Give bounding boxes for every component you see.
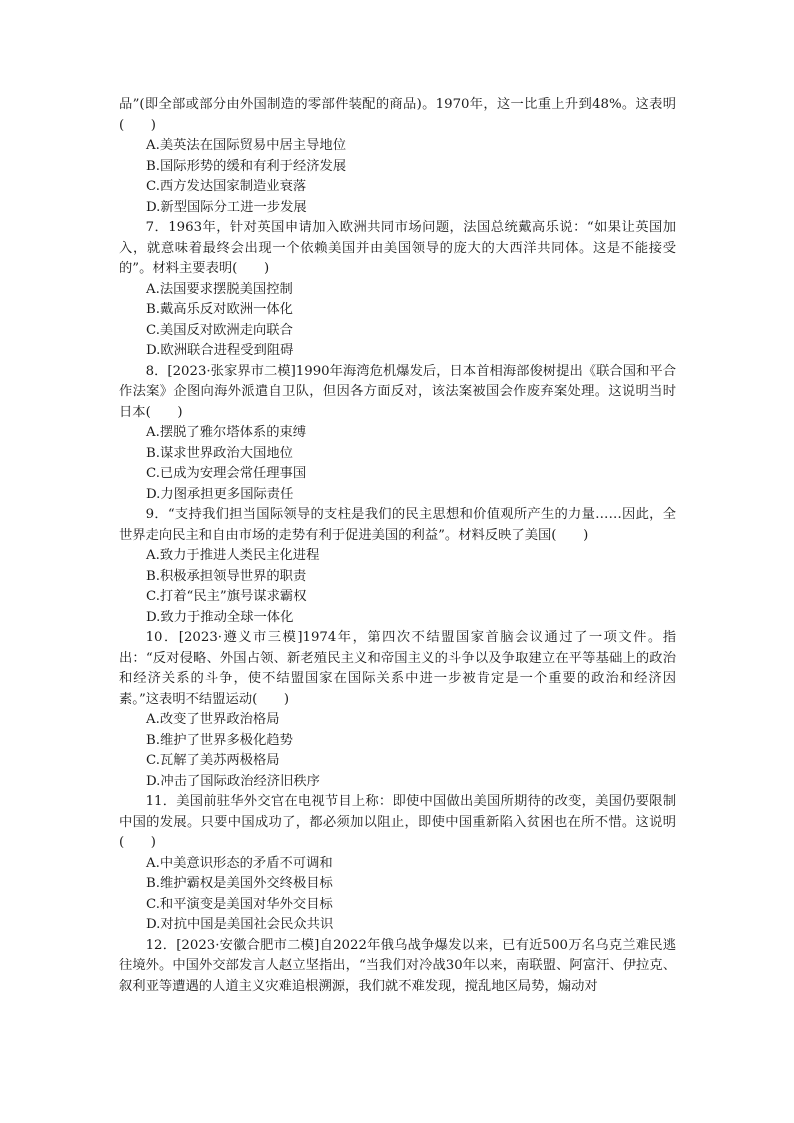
question-10-option-c: C.瓦解了美苏两极格局 [146, 753, 280, 768]
question-9-option-b: B.积极承担领导世界的职责 [146, 568, 307, 584]
question-7-option-c: C.美国反对欧洲走向联合 [146, 322, 293, 338]
question-7-option-d: D.欧洲联合进程受到阻碍 [146, 343, 294, 358]
question-8-option-d: D.力图承担更多国际责任 [146, 486, 294, 502]
question-6-option-c: C.西方发达国家制造业衰落 [146, 179, 307, 194]
question-11-option-c: C.和平演变是美国对华外交目标 [146, 896, 333, 912]
question-7-option-b: B.戴高乐反对欧洲一体化 [146, 302, 293, 317]
question-8-option-c: C.已成为安理会常任理事国 [146, 466, 307, 481]
question-9-stem: 9．“支持我们担当国际领导的支柱是我们的民主思想和价值观所产生的力量……因此，全世界走向民主和自由市场的走势有利于促进美国的利益”。材料反映了美国( ) [119, 507, 676, 543]
question-6-option-d: D.新型国际分工进一步发展 [146, 199, 307, 215]
question-11-option-b: B.维护霸权是美国外交终极目标 [146, 876, 333, 891]
question-11-option-a: A.中美意识形态的矛盾不可调和 [146, 855, 333, 871]
question-10-option-d: D.冲击了国际政治经济旧秩序 [146, 773, 320, 789]
question-8-stem: 8．[2023·张家界市二模]1990年海湾危机爆发后，日本首相海部俊树提出《联合国和平合作法案》企图向海外派遣自卫队，但因各方面反对，该法案被国会作废弃案处理。这说明当时日本( ) [119, 363, 676, 420]
question-7-stem: 7．1963年，针对英国申请加入欧洲共同市场问题，法国总统戴高乐说：“如果让英国加入，就意味着最终会出现一个依赖美国并由美国领导的庞大的大西洋共同体。这是不能接受的”。材料主要表明( ) [119, 220, 676, 276]
question-10-stem: 10．[2023·遵义市三模]1974年，第四次不结盟国家首脑会议通过了一项文件。指出：“反对侵略、外国占领、新老殖民主义和帝国主义的斗争以及争取建立在平等基础上的政治和经济关系的斗争，使不结盟国家在国际关系中进一步被肯定是一个重要的政治和经济因素。”这表明不结盟运动( ) [119, 630, 676, 707]
question-content [119, 95, 676, 997]
question-9-option-d: D.致力于推动全球一体化 [146, 609, 294, 625]
question-6-option-a: A.美英法在国际贸易中居主导地位 [146, 138, 346, 153]
question-11-stem: 11．美国前驻华外交官在电视节目上称：即使中国做出美国所期待的改变，美国仍要限制中国的发展。只要中国成功了，都必须加以阻止，即使中国重新陷入贫困也在所不惜。这说明( ) [119, 794, 676, 850]
question-12-stem: 12．[2023·安徽合肥市二模]自2022年俄乌战争爆发以来，已有近500万名乌克兰难民逃往境外。中国外交部发言人赵立坚指出，“当我们对冷战30年以来，南联盟、阿富汗、伊拉克、叙利亚等遭遇的人道主义灾难追根溯源，我们就不难发现，搅乱地区局势，煽动对 [119, 937, 676, 994]
question-11-option-d: D.对抗中国是美国社会民众共识 [146, 917, 334, 932]
question-9-option-a: A.致力于推进人类民主化进程 [146, 548, 320, 563]
question-10-option-b: B.维护了世界多极化趋势 [146, 732, 293, 748]
question-10-option-a: A.改变了世界政治格局 [146, 712, 280, 727]
question-9-option-c: C.打着“民主”旗号谋求霸权 [146, 589, 307, 604]
question-6-stem-continuation: 品”(即全部或部分由外国制造的零部件装配的商品)。1970年，这一比重上升到48%。这表明( ) [119, 97, 676, 133]
question-6-option-b: B.国际形势的缓和有利于经济发展 [146, 158, 347, 174]
question-7-option-a: A.法国要求摆脱美国控制 [146, 281, 293, 297]
question-8-option-a: A.摆脱了雅尔塔体系的束缚 [146, 425, 307, 440]
question-8-option-b: B.谋求世界政治大国地位 [146, 445, 293, 461]
